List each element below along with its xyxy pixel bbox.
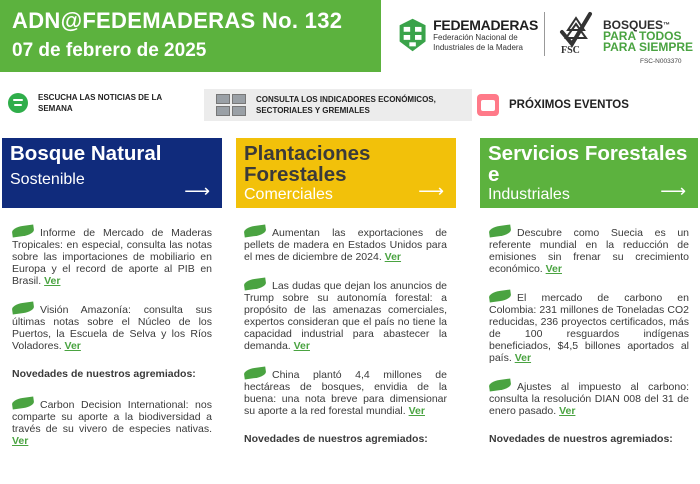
- leaf-icon: [11, 225, 34, 238]
- news-item-text: Las dudas que dejan los anuncios de Trump sobre su autonomía forestal: a propósito de las amenazas comerciales, expertos consideran que el país no tiene la capacidad industrial para abastecer la demanda.: [244, 280, 447, 352]
- news-item: [12, 398, 212, 447]
- news-item: [489, 380, 689, 417]
- ver-link[interactable]: Ver: [514, 352, 532, 364]
- newsletter-title: ADN@FEDEMADERAS No. 132: [12, 8, 343, 33]
- section-subtitle: Industriales: [488, 186, 570, 203]
- news-item-text: Informe de Mercado de Maderas Tropicales: en especial, consulta las notas sobre las importaciones de mobiliario en Europa y el record de aporte al PIB en Brasil.: [12, 227, 212, 287]
- fedemaderas-subtitle-1: Federación Nacional de: [433, 33, 518, 42]
- section-subtitle: Comerciales: [244, 186, 333, 203]
- newsletter-header: [0, 0, 381, 72]
- podcast-link[interactable]: [8, 92, 188, 114]
- novedades-heading: Novedades de nuestros agremiados:: [489, 433, 673, 445]
- section-title: Servicios Forestales e: [488, 142, 688, 186]
- novedades-heading: Novedades de nuestros agremiados:: [12, 368, 196, 380]
- ver-link[interactable]: Ver: [12, 435, 29, 447]
- spotify-icon: [8, 93, 28, 113]
- arrow-right-icon: ⟶: [184, 181, 210, 201]
- news-item-text: El mercado de carbono en Colombia: 231 millones de Toneladas CO2 reducidas, 236 proyectos certificados, más de 100 resguardos indígenas beneficiados, $4,5 billones aportados al país.: [489, 292, 689, 364]
- leaf-icon: [488, 290, 511, 303]
- section-title: Bosque Natural: [10, 142, 162, 165]
- news-item-text: Carbon Decision International: nos comparte su aporte a la biodiversidad a través de su vivero de especies nativas.: [12, 399, 212, 435]
- leaf-icon: [243, 225, 266, 238]
- fedemaderas-subtitle-2: Industriales de la Madera: [433, 43, 523, 52]
- leaf-icon: [243, 278, 266, 291]
- news-item: [489, 291, 689, 364]
- events-link[interactable]: [477, 94, 687, 116]
- news-item: [12, 303, 212, 352]
- fedemaderas-name: FEDEMADERAS: [433, 17, 538, 33]
- indicators-link[interactable]: [204, 89, 472, 121]
- leaf-icon: [11, 397, 34, 410]
- section-banner-servicios[interactable]: [480, 138, 698, 208]
- ver-link[interactable]: Ver: [293, 340, 310, 352]
- ver-link[interactable]: Ver: [44, 275, 61, 287]
- leaf-icon: [11, 302, 34, 315]
- news-item-text: Descubre como Suecia es un referente mundial en la reducción de emisiones sin frenar su crecimiento económico.: [489, 227, 689, 275]
- fsc-slogan-line-3: PARA SIEMPRE: [603, 40, 694, 54]
- ver-link[interactable]: Ver: [408, 405, 425, 417]
- ver-link[interactable]: Ver: [64, 340, 81, 352]
- leaf-icon: [488, 225, 511, 238]
- leaf-icon: [243, 367, 266, 380]
- section-banner-plantaciones[interactable]: [236, 138, 456, 208]
- fedemaderas-logo-mark-icon: [398, 13, 427, 57]
- news-item: [244, 226, 447, 263]
- news-item: [244, 279, 447, 352]
- news-column-servicios: [489, 226, 689, 463]
- fsc-license-code: FSC-N003370: [640, 58, 682, 65]
- newsletter-date: 07 de febrero de 2025: [12, 40, 207, 61]
- arrow-right-icon: ⟶: [418, 181, 444, 201]
- arrow-right-icon: ⟶: [660, 181, 686, 201]
- events-link-label: PRÓXIMOS EVENTOS: [509, 98, 629, 111]
- news-item-text: Aumentan las exportaciones de pellets de madera en Estados Unidos para el mes de diciembre de 2024.: [244, 227, 447, 263]
- section-banner-bosque-natural[interactable]: [2, 138, 222, 208]
- news-item: [489, 226, 689, 275]
- fedemaderas-logo[interactable]: [398, 10, 538, 60]
- trademark-symbol: ™: [663, 22, 671, 29]
- news-item: [12, 226, 212, 287]
- logo-divider: [544, 12, 545, 56]
- fsc-slogan-line-1: BOSQUES: [603, 18, 664, 32]
- news-item-text: China plantó 4,4 millones de hectáreas de bosques, envidia de la buena: una nota breve para dimensionar su aporte a la red forestal mundial.: [244, 369, 447, 417]
- ver-link[interactable]: Ver: [384, 251, 402, 263]
- spreadsheet-icon: [216, 94, 246, 116]
- leaf-icon: [488, 379, 511, 392]
- fsc-slogan-line-2: PARA TODOS: [603, 29, 682, 43]
- news-item-text: Ajustes al impuesto al carbono: consulta la resolución DIAN 008 del 31 de enero pasado.: [489, 381, 689, 417]
- fsc-label: FSC: [561, 45, 580, 56]
- indicators-link-label: CONSULTA LOS INDICADORES ECONÓMICOS, SECTORIALES Y GREMIALES: [256, 95, 436, 115]
- calendar-icon: [477, 94, 499, 116]
- news-column-plantaciones: [244, 226, 447, 463]
- section-title: Plantaciones Forestales: [244, 142, 371, 186]
- news-column-bosque-natural: [12, 226, 212, 463]
- section-subtitle: Sostenible: [10, 171, 85, 188]
- ver-link[interactable]: Ver: [559, 405, 576, 417]
- fsc-slogan: [603, 20, 693, 53]
- ver-link[interactable]: Ver: [545, 263, 562, 275]
- podcast-link-label: ESCUCHA LAS NOTICIAS DE LA SEMANA: [38, 93, 162, 113]
- news-item: [244, 368, 447, 417]
- novedades-heading: Novedades de nuestros agremiados:: [244, 433, 428, 445]
- news-item-text: Visión Amazonía: consulta sus últimas notas sobre el Núcleo de los Puertos, la Escuela de Selva y los Ríos Voladores.: [12, 304, 212, 352]
